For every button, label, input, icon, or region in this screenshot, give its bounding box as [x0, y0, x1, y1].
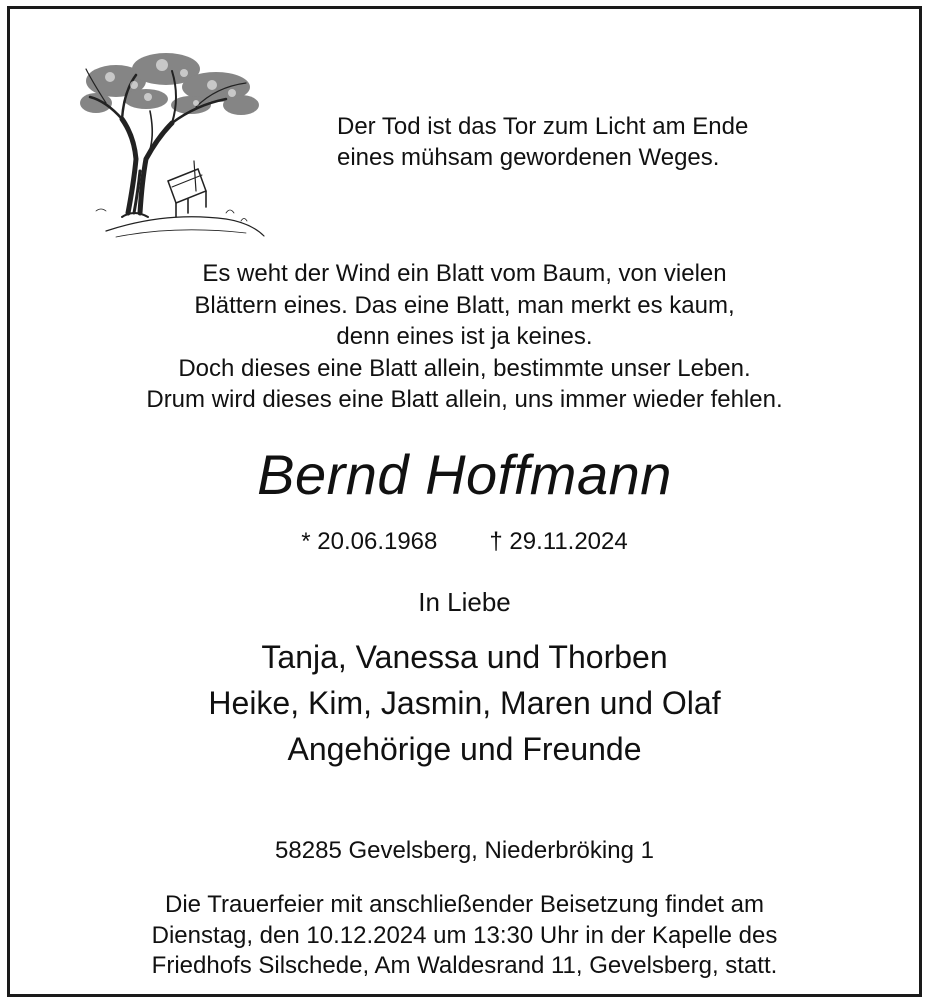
- mourner-line: Tanja, Vanessa und Thorben: [261, 639, 668, 675]
- ceremony-line: Friedhofs Silschede, Am Waldesrand 11, Gevelsberg, statt.: [151, 952, 778, 979]
- motto-quote: [337, 111, 897, 173]
- mourner-line: Heike, Kim, Jasmin, Maren und Olaf: [208, 685, 721, 721]
- poem-line: Drum wird dieses eine Blatt allein, uns immer wieder fehlen.: [146, 386, 783, 413]
- death-date: † 29.11.2024: [489, 528, 628, 555]
- birth-date: * 20.06.1968: [301, 528, 438, 555]
- poem-line: denn eines ist ja keines.: [336, 323, 593, 350]
- poem-line: Doch dieses eine Blatt allein, bestimmte unser Leben.: [178, 354, 751, 382]
- obituary-card: [7, 6, 922, 997]
- mourners-list: [10, 634, 919, 772]
- ceremony-notice: [10, 890, 919, 982]
- poem-line: Blättern eines. Das eine Blatt, man merkt es kaum,: [194, 291, 735, 319]
- motto-line: eines mühsam gewordenen Weges.: [337, 144, 720, 171]
- poem-line: Es weht der Wind ein Blatt vom Baum, von vielen: [202, 260, 727, 287]
- mourner-line: Angehörige und Freunde: [287, 731, 642, 767]
- poem: [10, 258, 919, 416]
- ceremony-line: Dienstag, den 10.12.2024 um 13:30 Uhr in der Kapelle des: [151, 921, 778, 949]
- ceremony-line: Die Trauerfeier mit anschließender Beisetzung findet am: [165, 891, 764, 918]
- motto-line: Der Tod ist das Tor zum Licht am Ende: [337, 113, 749, 140]
- family-address: 58285 Gevelsberg, Niederbröking 1: [275, 837, 654, 864]
- mourners-intro: In Liebe: [418, 587, 511, 617]
- deceased-name: Bernd Hoffmann: [257, 443, 672, 506]
- life-dates: [10, 526, 919, 558]
- tree-bench-icon: [76, 41, 266, 241]
